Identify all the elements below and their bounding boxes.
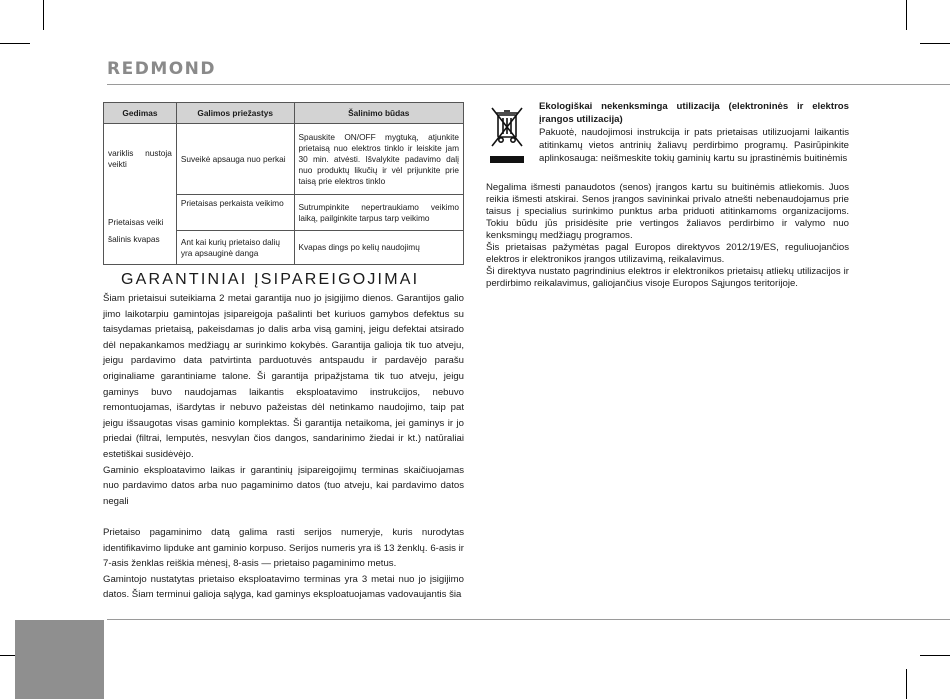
eco-body	[486, 182, 849, 290]
brand-logo: REDMOND	[107, 59, 217, 79]
eco-title: Ekologiškai nekenksminga utilizacija (elektroninės ir elektros įrangos utilizacija)	[539, 101, 849, 125]
paragraph: Negalima išmesti panaudotos (senos) įrangos kartu su buitinėmis atliekomis. Juos reikia išmesti atskirai. Senos įrangos savininkai privalo atnešti nebenaudojamus prie taisus į specialius surinkimo punktus arba priduoti atitinkamoms organizacijoms. Tokiu būdu jūs prisidėsite prie vertingos žaliavos perdirbimo ir valymo nuo kenksmingų medžiagų programos.	[486, 182, 849, 241]
paragraph: Gamintojo nustatytas prietaiso eksploatavimo terminas yra 3 metai nuo jo įsigijimo datos. Šiam terminui galioja sąlyga, kad gaminys eksploatuojamas vadovaujantis šia	[103, 573, 464, 601]
table-cell: variklis nustoja veikti	[104, 124, 177, 195]
table-header-cell: Galimos priežastys	[176, 103, 294, 124]
header-divider	[107, 84, 950, 85]
warranty-text	[103, 291, 464, 603]
table-cell: Prietaisas perkaista veikimo	[176, 195, 294, 231]
table-cell: Sutrumpinkite nepertraukiamo veikimo laiką, pailginkite tarpus tarp veikimo	[294, 195, 464, 231]
warranty-heading: GARANTINIAI ĮSIPAREIGOJIMAI	[121, 271, 420, 288]
table-cell: Kvapas dings po kelių naudojimų	[294, 231, 464, 265]
table-header-cell: Šalinimo būdas	[294, 103, 464, 124]
table-row	[104, 124, 464, 195]
table-cell: Spauskite ON/OFF mygtuką, atjunkite prietaisą nuo elektros tinklo ir leiskite jam 30 min. atvėsti. Išvalykite padavimo dalį nuo produktų likučių ir vėl prijunkite prie taisą prie elektros tinklo	[294, 124, 464, 195]
crop-mark	[43, 0, 44, 30]
crop-mark	[906, 669, 907, 699]
crop-mark	[920, 655, 950, 656]
table-header-row	[104, 103, 464, 124]
paragraph: Gaminio eksploatavimo laikas ir garantinių įsipareigojimų terminas skaičiuojamas nuo pardavimo datos arba nuo pagaminimo datos (tuo atveju, kai pardavimo datos negali	[103, 464, 464, 507]
table-cell: Ant kai kurių prietaiso dalių yra apsauginė danga	[176, 231, 294, 265]
table-row	[104, 231, 464, 265]
troubleshooting-table	[103, 102, 464, 265]
table-row	[104, 195, 464, 231]
table-cell: Suveikė apsauga nuo perkai	[176, 124, 294, 195]
crop-mark	[906, 0, 907, 30]
crop-mark	[920, 43, 950, 44]
table-header-cell: Gedimas	[104, 103, 177, 124]
table-cell: Prietaisas veiki	[104, 195, 177, 231]
crop-mark	[0, 43, 30, 44]
paragraph: Šiam prietaisui suteikiama 2 metai garantija nuo jo įsigijimo dienos. Garantijos galio jimo laikotarpiu gamintojas įsipareigoja pašalinti bet kuriuos gamybos defektus su taisydamas prietaisą, pakeisdamas jo dalis arba visą gaminį, jeigu defektai atsirado dėl nepakankamos medžiagų ar surinkimo kokybės. Garantija galioja tik tuo atveju, jeigu pardavimo data patvirtinta parduotuvės antspaudu ir pardavėjo parašu originaliame garantiniame talone. Ši garantija pripažįstama tik tuo atveju, jeigu gaminys buvo naudojamas laikantis eksploatavimo instrukcijos, nebuvo remontuojamas, išardytas ir nebuvo pažeistas dėl netinkamo naudojimo, taip pat jeigu išsaugotas visas gaminio komplektas. Ši garantija netaikoma, jei gaminys ir jo priedai (filtrai, lemputės, nesvylan čios dangos, sandarinimo žiedai ir kt.) natūraliai estetiškai susidėvėjo.	[103, 293, 464, 460]
paragraph: Ši direktyva nustato pagrindinius elektros ir elektronikos prietaisų atliekų utilizacijos ir perdirbimo reikalavimus, galiojančius visoje Europos Sąjungos teritorijoje.	[486, 266, 849, 289]
paragraph: Prietaiso pagaminimo datą galima rasti serijos numeryje, kuris nurodytas identifikavimo lipduke ant gaminio korpuso. Serijos numeris yra iš 13 ženklų. 6-asis ir 7-asis ženklas reiškia mėnesį, 8-asis — prietaiso pagaminimo metus.	[103, 526, 464, 570]
page-tab	[15, 620, 104, 699]
eco-description: Pakuotė, naudojimosi instrukcija ir pats prietaisas utilizuojami laikantis atitinkamų vietos antrinių žaliavų perdirbimo programų. Pasirūpinkite aplinkosauga: neišmeskite tokių gaminių kartu su įprastinėmis buitinėmis	[539, 127, 849, 164]
paragraph: Šis prietaisas pažymėtas pagal Europos direktyvos 2012/19/ES, reguliuojančios elektros ir elektronikos įrangos utilizavimą, reikalavimus.	[486, 242, 849, 265]
crossed-out-bin-icon	[488, 104, 526, 166]
table-cell: šalinis kvapas	[104, 231, 177, 265]
footer-divider	[107, 619, 950, 620]
eco-section	[486, 100, 849, 178]
